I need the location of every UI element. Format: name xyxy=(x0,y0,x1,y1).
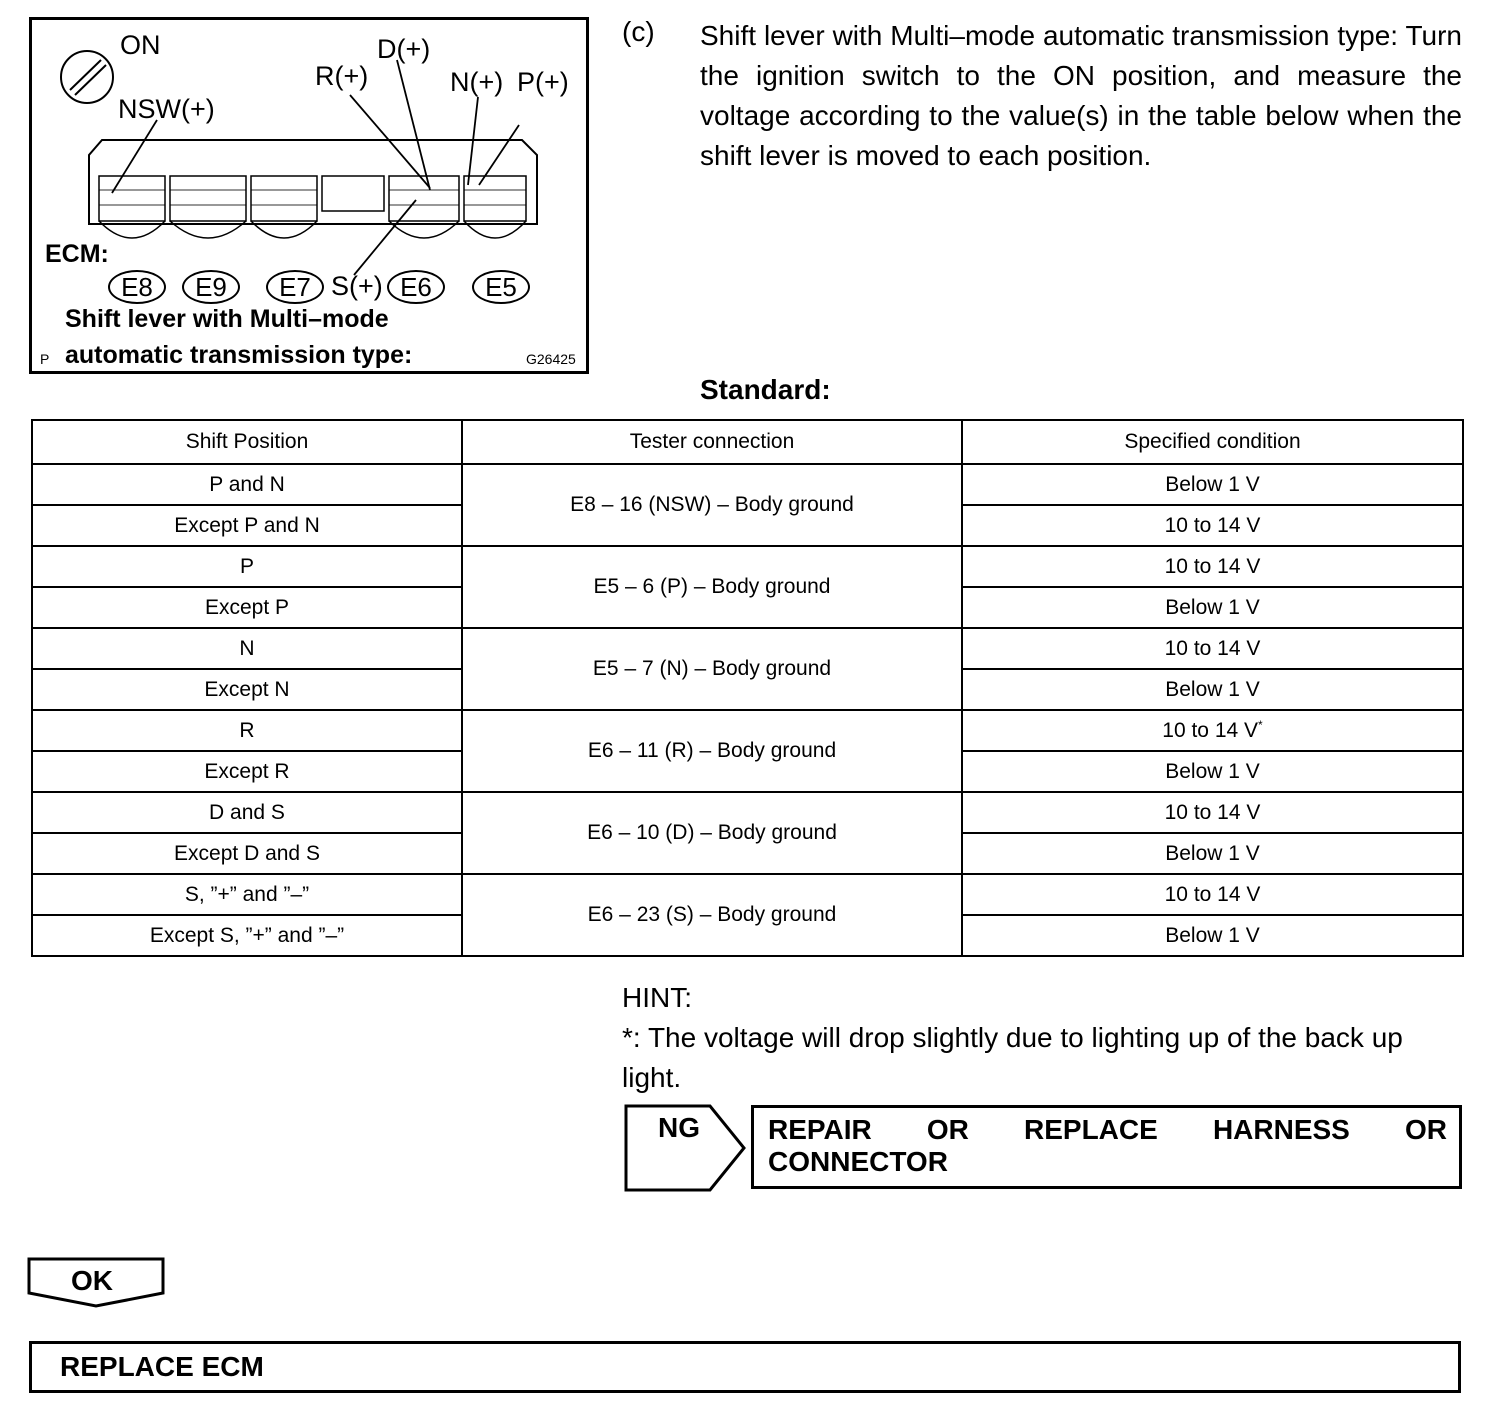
condition-cell: 10 to 14 V xyxy=(962,546,1463,587)
figure-caption-line2: automatic transmission type: xyxy=(65,341,413,369)
shift-position-cell: Except P xyxy=(32,587,462,628)
ng-action-word: OR xyxy=(1405,1114,1447,1145)
hint-block xyxy=(622,978,1462,1098)
table-row xyxy=(32,792,1463,833)
table-row xyxy=(32,546,1463,587)
connector-e8-badge: E8 xyxy=(108,270,166,304)
shift-position-cell: R xyxy=(32,710,462,751)
hint-title: HINT: xyxy=(622,982,692,1013)
shift-position-cell: S, ”+” and ”–” xyxy=(32,874,462,915)
connector-e5-badge: E5 xyxy=(472,270,530,304)
ng-action-word: REPLACE xyxy=(1024,1114,1158,1145)
header-tester-connection: Tester connection xyxy=(462,420,962,464)
step-instructions: Shift lever with Multi–mode automatic transmission type: Turn the ignition switch to the ON position, and measure the voltage according to the value(s) in the table below when the shift lever is moved to each position. xyxy=(700,20,1462,171)
table-row xyxy=(32,874,1463,915)
shift-position-cell: N xyxy=(32,628,462,669)
condition-cell: Below 1 V xyxy=(962,669,1463,710)
header-specified-condition: Specified condition xyxy=(962,420,1463,464)
table-row xyxy=(32,710,1463,751)
figure-code: G26425 xyxy=(526,351,576,367)
footnote-marker: * xyxy=(1258,718,1263,732)
condition-cell: 10 to 14 V xyxy=(962,792,1463,833)
tester-connection-cell: E5 – 6 (P) – Body ground xyxy=(462,546,962,628)
step-label: (c) xyxy=(622,16,655,47)
table-row xyxy=(32,628,1463,669)
figure-corner-mark: P xyxy=(40,351,50,367)
connector-e9-badge: E9 xyxy=(182,270,240,304)
tester-connection-cell: E5 – 7 (N) – Body ground xyxy=(462,628,962,710)
shift-position-cell: D and S xyxy=(32,792,462,833)
ng-action-line1 xyxy=(768,1114,1447,1146)
n-pin-label: N(+) xyxy=(450,67,504,97)
condition-cell xyxy=(962,710,1463,751)
s-pin-label: S(+) xyxy=(331,271,383,301)
ecm-connector-figure xyxy=(29,17,589,374)
nsw-pin-label: NSW(+) xyxy=(118,94,215,124)
ng-label: NG xyxy=(658,1112,700,1143)
tester-connection-cell: E6 – 11 (R) – Body ground xyxy=(462,710,962,792)
ok-label: OK xyxy=(71,1265,113,1296)
header-shift-position: Shift Position xyxy=(32,420,462,464)
ng-action-line2: CONNECTOR xyxy=(768,1146,948,1177)
shift-position-cell: P xyxy=(32,546,462,587)
connector-e6-badge: E6 xyxy=(387,270,445,304)
ng-action-word: HARNESS xyxy=(1212,1114,1350,1145)
shift-position-cell: Except N xyxy=(32,669,462,710)
standard-heading: Standard: xyxy=(700,374,831,405)
shift-position-cell: Except P and N xyxy=(32,505,462,546)
shift-position-cell: P and N xyxy=(32,464,462,505)
tester-connection-cell: E8 – 16 (NSW) – Body ground xyxy=(462,464,962,546)
d-pin-label: D(+) xyxy=(377,34,431,64)
condition-value: 10 to 14 V xyxy=(1162,719,1259,742)
voltage-spec-table xyxy=(31,419,1464,957)
shift-position-cell: Except D and S xyxy=(32,833,462,874)
ecm-label: ECM: xyxy=(45,240,109,268)
switch-on-label: ON xyxy=(120,30,161,60)
hint-text: *: The voltage will drop slightly due to lighting up of the back up light. xyxy=(622,1022,1403,1093)
ng-action-word: OR xyxy=(926,1114,969,1145)
ng-action-box xyxy=(751,1105,1462,1189)
tester-connection-cell: E6 – 10 (D) – Body ground xyxy=(462,792,962,874)
condition-cell: Below 1 V xyxy=(962,587,1463,628)
condition-cell: 10 to 14 V xyxy=(962,505,1463,546)
r-pin-label: R(+) xyxy=(315,61,369,91)
condition-cell: 10 to 14 V xyxy=(962,628,1463,669)
tester-connection-cell: E6 – 23 (S) – Body ground xyxy=(462,874,962,956)
figure-caption-line1: Shift lever with Multi–mode xyxy=(65,305,389,333)
p-pin-label: P(+) xyxy=(517,67,569,97)
table-row xyxy=(32,464,1463,505)
final-action-box: REPLACE ECM xyxy=(29,1341,1461,1393)
condition-cell: Below 1 V xyxy=(962,464,1463,505)
shift-position-cell: Except S, ”+” and ”–” xyxy=(32,915,462,956)
condition-cell: 10 to 14 V xyxy=(962,874,1463,915)
ng-action-word: REPAIR xyxy=(768,1114,872,1145)
condition-cell: Below 1 V xyxy=(962,833,1463,874)
condition-cell: Below 1 V xyxy=(962,915,1463,956)
connector-e7-badge: E7 xyxy=(266,270,324,304)
shift-position-cell: Except R xyxy=(32,751,462,792)
table-header-row xyxy=(32,420,1463,464)
condition-cell: Below 1 V xyxy=(962,751,1463,792)
